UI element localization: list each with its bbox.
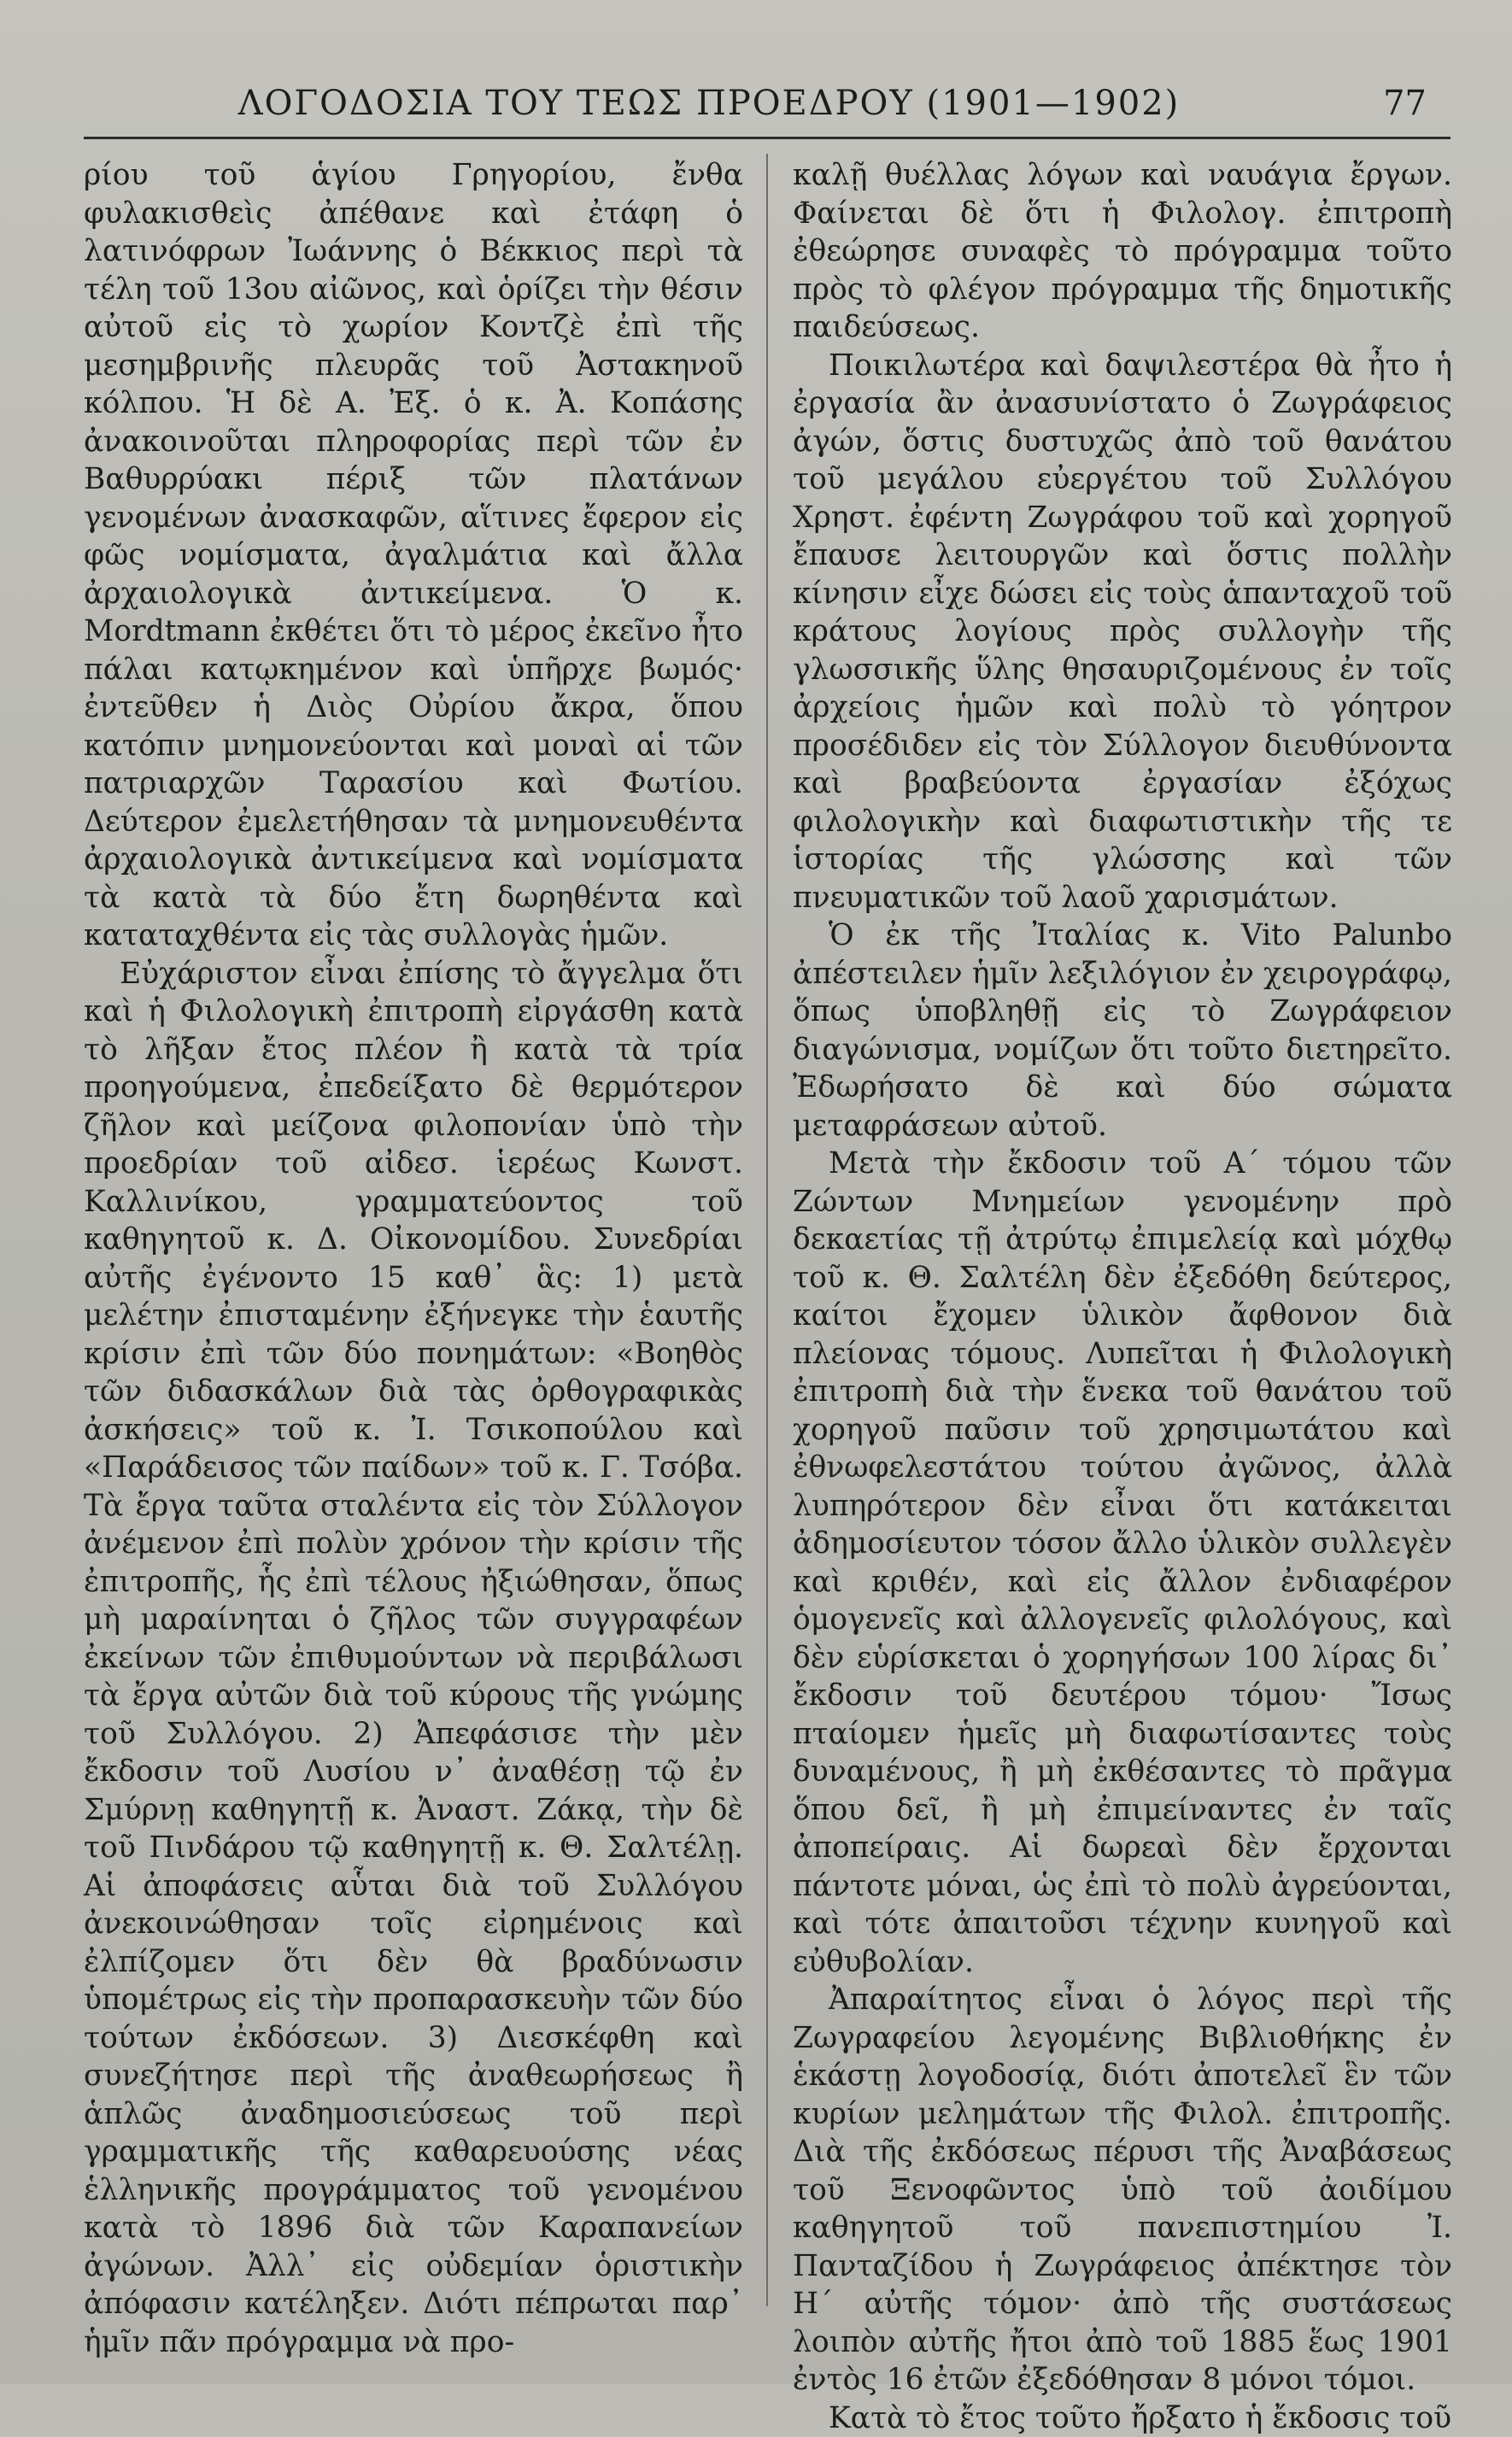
paragraph: καλῇ θυέλλας λόγων καὶ ναυάγια ἔργων. Φαίνεται δὲ ὅτι ἡ Φιλολογ. ἐπιτροπὴ ἐθεώρησε συναφὲς τὸ πρόγραμμα τοῦτο πρὸς τὸ φλέγον πρόγραμμα τῆς δημοτικῆς παιδεύσεως.	[793, 156, 1452, 347]
page-number: 77	[1383, 84, 1427, 123]
paragraph: Μετὰ τὴν ἔκδοσιν τοῦ Α΄ τόμου τῶν Ζώντων Μνημείων γενομένην πρὸ δεκαετίας τῇ ἀτρύτῳ ἐπιμελείᾳ καὶ μόχθῳ τοῦ κ. Θ. Σαλτέλη δὲν ἐξεδόθη δεύτερος, καίτοι ἔχομεν ὑλικὸν ἄφθονον διὰ πλείονας τόμους. Λυπεῖται ἡ Φιλολογικὴ ἐπιτροπὴ διὰ τὴν ἕνεκα τοῦ θανάτου τοῦ χορηγοῦ παῦσιν τοῦ χρησιμωτάτου καὶ ἐθνωφελεστάτου τούτου ἀγῶνος, ἀλλὰ λυπηρότερον δὲν εἶναι ὅτι κατάκειται ἀδημοσίευτον τόσον ἄλλο ὑλικὸν συλλεγὲν καὶ κριθέν, καὶ εἰς ἄλλον ἐνδιαφέρον ὁμογενεῖς καὶ ἀλλογενεῖς φιλολόγους, καὶ δὲν εὑρίσκεται ὁ χορηγήσων 100 λίρας δι᾽ ἔκδοσιν τοῦ δευτέρου τόμου· Ἴσως πταίομεν ἡμεῖς μὴ διαφωτίσαντες τοὺς δυναμένους, ἢ μὴ ἐκθέσαντες τὸ πρᾶγμα ὅπου δεῖ, ἢ μὴ ἐπιμείναντες ἐν ταῖς ἀποπείραις. Αἱ δωρεαὶ δὲν ἔρχονται πάντοτε μόναι, ὡς ἐπὶ τὸ πολὺ ἀγρεύονται, καὶ τότε ἀπαιτοῦσι τέχνην κυνηγοῦ καὶ εὐθυβολίαν.	[793, 1145, 1452, 1981]
running-title: ΛΟΓΟΔΟΣΙΑ ΤΟΥ ΤΕΩΣ ΠΡΟΕΔΡΟΥ (1901—1902)	[94, 84, 1324, 123]
paragraph: Ποικιλωτέρα καὶ δαψιλεστέρα θὰ ἦτο ἡ ἐργασία ἂν ἀνασυνίστατο ὁ Ζωγράφειος ἀγών, ὅστις δυστυχῶς ἀπὸ τοῦ θανάτου τοῦ μεγάλου εὐεργέτου τοῦ Συλλόγου Χρηστ. ἐφέντη Ζωγράφου τοῦ καὶ χορηγοῦ ἔπαυσε λειτουργῶν καὶ ὅστις πολλὴν κίνησιν εἶχε δώσει εἰς τοὺς ἁπανταχοῦ τοῦ κράτους λογίους πρὸς συλλογὴν τῆς γλωσσικῆς ὕλης θησαυριζομένους ἐν τοῖς ἀρχείοις ἡμῶν καὶ πολὺ τὸ γόητρον προσέδιδεν εἰς τὸν Σύλλογον διευθύνοντα καὶ βραβεύοντα ἐργασίαν ἐξόχως φιλολογικὴν καὶ διαφωτιστικὴν τῆς τε ἱστορίας τῆς γλώσσης καὶ τῶν πνευματικῶν τοῦ λαοῦ χαρισμάτων.	[793, 347, 1452, 917]
right-column	[793, 156, 1452, 2437]
column-divider	[766, 154, 768, 2306]
paragraph: Ὁ ἐκ τῆς Ἰταλίας κ. Vito Palunbo ἀπέστειλεν ἡμῖν λεξιλόγιον ἐν χειρογράφῳ, ὅπως ὑποβληθῇ εἰς τὸ Ζωγράφειον διαγώνισμα, νομίζων ὅτι τοῦτο διετηρεῖτο. Ἐδωρήσατο δὲ καὶ δύο σώματα μεταφράσεων αὐτοῦ.	[793, 917, 1452, 1145]
paragraph: Κατὰ τὸ ἔτος τοῦτο ἤρξατο ἡ ἔκδοσις τοῦ	[793, 2399, 1452, 2437]
header-rule	[84, 137, 1450, 139]
page-header	[94, 75, 1427, 135]
paragraph: Εὐχάριστον εἶναι ἐπίσης τὸ ἄγγελμα ὅτι καὶ ἡ Φιλολογικὴ ἐπιτροπὴ εἰργάσθη κατὰ τὸ λῆξαν ἔτος πλέον ἢ κατὰ τὰ τρία προηγούμενα, ἐπεδείξατο δὲ θερμότερον ζῆλον καὶ μείζονα φιλοπονίαν ὑπὸ τὴν προεδρίαν τοῦ αἰδεσ. ἱερέως Κωνστ. Καλλινίκου, γραμματεύοντος τοῦ καθηγητοῦ κ. Δ. Οἰκονομίδου. Συνεδρίαι αὐτῆς ἐγένοντο 15 καθ᾽ ἃς: 1) μετὰ μελέτην ἐπισταμένην ἐξήνεγκε τὴν ἑαυτῆς κρίσιν ἐπὶ τῶν δύο πονημάτων: «Βοηθὸς τῶν διδασκάλων διὰ τὰς ὀρθογραφικὰς ἀσκήσεις» τοῦ κ. Ἰ. Τσικοπούλου καὶ «Παράδεισος τῶν παίδων» τοῦ κ. Γ. Τσόβα. Τὰ ἔργα ταῦτα σταλέντα εἰς τὸν Σύλλογον ἀνέμενον ἐπὶ πολὺν χρόνον τὴν κρίσιν τῆς ἐπιτροπῆς, ἧς ἐπὶ τέλους ἠξιώθησαν, ὅπως μὴ μαραίνηται ὁ ζῆλος τῶν συγγραφέων ἐκείνων τῶν ἐπιθυμούντων νὰ περιβάλωσι τὰ ἔργα αὐτῶν διὰ τοῦ κύρους τῆς γνώμης τοῦ Συλλόγου. 2) Ἀπεφάσισε τὴν μὲν ἔκδοσιν τοῦ Λυσίου ν᾽ ἀναθέσῃ τῷ ἐν Σμύρνῃ καθηγητῇ κ. Ἀναστ. Ζάκᾳ, τὴν δὲ τοῦ Πινδάρου τῷ καθηγητῇ κ. Θ. Σαλτέλῃ. Αἱ ἀποφάσεις αὗται διὰ τοῦ Συλλόγου ἀνεκοινώθησαν τοῖς εἰρημένοις καὶ ἐλπίζομεν ὅτι δὲν θὰ βραδύνωσιν ὑπομέτρως εἰς τὴν προπαρασκευὴν τῶν δύο τούτων ἐκδόσεων. 3) Διεσκέφθη καὶ συνεζήτησε περὶ τῆς ἀναθεωρήσεως ἢ ἁπλῶς ἀναδημοσιεύσεως τοῦ περὶ γραμματικῆς τῆς καθαρευούσης νέας ἑλληνικῆς προγράμματος τοῦ γενομένου κατὰ τὸ 1896 διὰ τῶν Καραπανείων ἀγώνων. Ἀλλ᾽ εἰς οὐδεμίαν ὁριστικὴν ἀπόφασιν κατέληξεν. Διότι πέπρωται παρ᾽ ἡμῖν πᾶν πρόγραμμα νὰ προ-	[84, 955, 743, 2362]
left-column	[84, 156, 743, 2361]
paragraph: ρίου τοῦ ἁγίου Γρηγορίου, ἔνθα φυλακισθεὶς ἀπέθανε καὶ ἐτάφη ὁ λατινόφρων Ἰωάννης ὁ Βέκκιος περὶ τὰ τέλη τοῦ 13ου αἰῶνος, καὶ ὁρίζει τὴν θέσιν αὐτοῦ εἰς τὸ χωρίον Κοντζὲ ἐπὶ τῆς μεσημβρινῆς πλευρᾶς τοῦ Ἀστακηνοῦ κόλπου. Ἡ δὲ Α. Ἐξ. ὁ κ. Ἀ. Κοπάσης ἀνακοινοῦται πληροφορίας περὶ τῶν ἐν Βαθυρρύακι πέριξ τῶν πλατάνων γενομένων ἀνασκαφῶν, αἵτινες ἔφερον εἰς φῶς νομίσματα, ἀγαλμάτια καὶ ἄλλα ἀρχαιολογικὰ ἀντικείμενα. Ὁ κ. Mordtmann ἐκθέτει ὅτι τὸ μέρος ἐκεῖνο ἦτο πάλαι κατῳκημένον καὶ ὑπῆρχε βωμός· ἐντεῦθεν ἡ Διὸς Οὐρίου ἄκρα, ὅπου κατόπιν μνημονεύονται καὶ μοναὶ αἱ τῶν πατριαρχῶν Ταρασίου καὶ Φωτίου. Δεύτερον ἐμελετήθησαν τὰ μνημονευθέντα ἀρχαιολογικὰ ἀντικείμενα καὶ νομίσματα τὰ κατὰ τὰ δύο ἔτη δωρηθέντα καὶ καταταχθέντα εἰς τὰς συλλογὰς ἡμῶν.	[84, 156, 743, 955]
paragraph: Ἀπαραίτητος εἶναι ὁ λόγος περὶ τῆς Ζωγραφείου λεγομένης Βιβλιοθήκης ἐν ἑκάστῃ λογοδοσίᾳ, διότι ἀποτελεῖ ἓν τῶν κυρίων μελημάτων τῆς Φιλολ. ἐπιτροπῆς. Διὰ τῆς ἐκδόσεως πέρυσι τῆς Ἀναβάσεως τοῦ Ξενοφῶντος ὑπὸ τοῦ ἀοιδίμου καθηγητοῦ τοῦ πανεπιστημίου Ἰ. Πανταζίδου ἡ Ζωγράφειος ἀπέκτησε τὸν Η΄ αὐτῆς τόμον· ἀπὸ τῆς συστάσεως λοιπὸν αὐτῆς ἤτοι ἀπὸ τοῦ 1885 ἕως 1901 ἐντὸς 16 ἐτῶν ἐξεδόθησαν 8 μόνοι τόμοι.	[793, 1981, 1452, 2399]
